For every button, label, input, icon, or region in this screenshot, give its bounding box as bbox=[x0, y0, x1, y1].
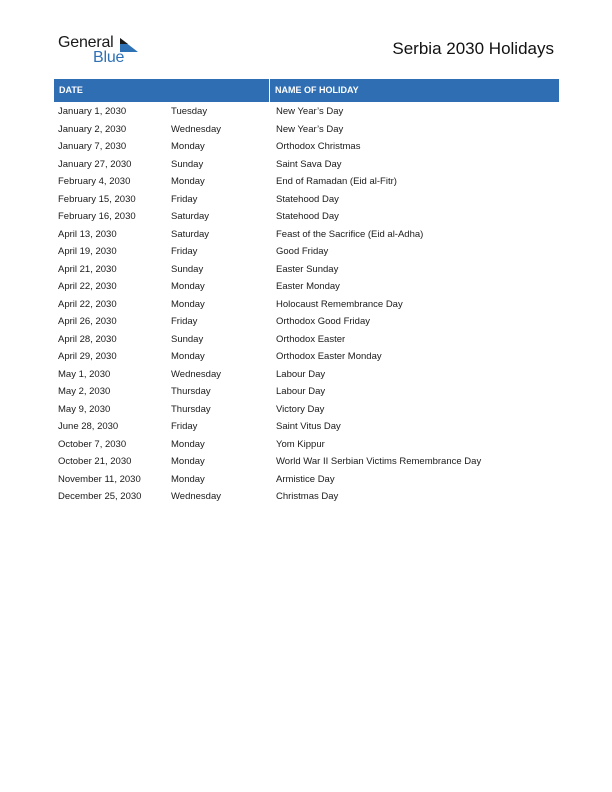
table-row bbox=[54, 348, 559, 366]
cell-holiday-name: Orthodox Easter Monday bbox=[276, 351, 382, 363]
cell-weekday: Thursday bbox=[171, 403, 211, 415]
cell-date: January 2, 2030 bbox=[58, 123, 127, 135]
table-row bbox=[54, 453, 559, 471]
cell-date: December 25, 2030 bbox=[58, 491, 142, 503]
cell-weekday: Wednesday bbox=[171, 123, 221, 135]
cell-date: October 21, 2030 bbox=[58, 456, 132, 468]
table-row bbox=[54, 366, 559, 384]
cell-date: May 9, 2030 bbox=[58, 403, 111, 415]
cell-holiday-name: Holocaust Remembrance Day bbox=[276, 298, 403, 310]
cell-holiday-name: Yom Kippur bbox=[276, 438, 325, 450]
cell-weekday: Sunday bbox=[171, 158, 204, 170]
cell-holiday-name: Labour Day bbox=[276, 368, 326, 380]
cell-date: April 13, 2030 bbox=[58, 228, 117, 240]
table-row bbox=[54, 173, 559, 191]
brand-logo bbox=[58, 34, 148, 68]
cell-date: February 4, 2030 bbox=[58, 176, 131, 188]
cell-weekday: Saturday bbox=[171, 228, 210, 240]
cell-holiday-name: Good Friday bbox=[276, 246, 329, 258]
logo-word-general: General bbox=[58, 34, 114, 51]
table-row bbox=[54, 156, 559, 174]
header-date: DATE bbox=[54, 79, 270, 102]
cell-weekday: Monday bbox=[171, 176, 205, 188]
table-row bbox=[54, 243, 559, 261]
cell-weekday: Sunday bbox=[171, 263, 204, 275]
table-header bbox=[54, 79, 559, 102]
cell-weekday: Monday bbox=[171, 473, 205, 485]
table-row bbox=[54, 418, 559, 436]
table-row bbox=[54, 121, 559, 139]
table-row bbox=[54, 103, 559, 121]
table-row bbox=[54, 436, 559, 454]
table-row bbox=[54, 331, 559, 349]
page-title: Serbia 2030 Holidays bbox=[392, 39, 554, 58]
cell-holiday-name: World War II Serbian Victims Remembrance Day bbox=[276, 456, 482, 468]
cell-holiday-name: New Year’s Day bbox=[276, 123, 344, 135]
cell-weekday: Friday bbox=[171, 421, 198, 433]
cell-date: April 26, 2030 bbox=[58, 316, 117, 328]
cell-date: January 27, 2030 bbox=[58, 158, 132, 170]
cell-date: April 28, 2030 bbox=[58, 333, 117, 345]
cell-date: October 7, 2030 bbox=[58, 438, 127, 450]
cell-holiday-name: Armistice Day bbox=[276, 473, 335, 485]
cell-weekday: Monday bbox=[171, 351, 205, 363]
cell-weekday: Thursday bbox=[171, 386, 211, 398]
cell-date: April 29, 2030 bbox=[58, 351, 117, 363]
table-row bbox=[54, 208, 559, 226]
cell-weekday: Wednesday bbox=[171, 491, 221, 503]
cell-date: February 16, 2030 bbox=[58, 211, 136, 223]
cell-date: April 21, 2030 bbox=[58, 263, 117, 275]
cell-date: May 1, 2030 bbox=[58, 368, 111, 380]
cell-date: April 22, 2030 bbox=[58, 281, 117, 293]
table-row bbox=[54, 401, 559, 419]
cell-weekday: Wednesday bbox=[171, 368, 221, 380]
table-row bbox=[54, 261, 559, 279]
table-body bbox=[54, 103, 559, 506]
cell-weekday: Saturday bbox=[171, 211, 210, 223]
cell-holiday-name: Easter Monday bbox=[276, 281, 340, 293]
cell-date: February 15, 2030 bbox=[58, 193, 136, 205]
cell-weekday: Monday bbox=[171, 141, 205, 153]
table-row bbox=[54, 296, 559, 314]
cell-holiday-name: End of Ramadan (Eid al-Fitr) bbox=[276, 176, 397, 188]
cell-holiday-name: New Year’s Day bbox=[276, 106, 344, 118]
table-row bbox=[54, 191, 559, 209]
cell-weekday: Friday bbox=[171, 246, 198, 258]
table-row bbox=[54, 488, 559, 506]
table-row bbox=[54, 471, 559, 489]
cell-date: June 28, 2030 bbox=[58, 421, 119, 433]
cell-weekday: Tuesday bbox=[171, 106, 208, 118]
cell-holiday-name: Statehood Day bbox=[276, 193, 339, 205]
cell-date: January 1, 2030 bbox=[58, 106, 127, 118]
cell-weekday: Sunday bbox=[171, 333, 204, 345]
cell-holiday-name: Orthodox Christmas bbox=[276, 141, 361, 153]
cell-date: April 22, 2030 bbox=[58, 298, 117, 310]
cell-weekday: Monday bbox=[171, 298, 205, 310]
cell-holiday-name: Saint Vitus Day bbox=[276, 421, 341, 433]
cell-holiday-name: Labour Day bbox=[276, 386, 326, 398]
cell-weekday: Monday bbox=[171, 456, 205, 468]
cell-holiday-name: Saint Sava Day bbox=[276, 158, 342, 170]
cell-weekday: Friday bbox=[171, 316, 198, 328]
cell-date: May 2, 2030 bbox=[58, 386, 111, 398]
table-row bbox=[54, 383, 559, 401]
cell-date: November 11, 2030 bbox=[58, 473, 141, 485]
cell-weekday: Monday bbox=[171, 281, 205, 293]
cell-holiday-name: Feast of the Sacrifice (Eid al-Adha) bbox=[276, 228, 424, 240]
table-row bbox=[54, 226, 559, 244]
holiday-table bbox=[54, 79, 559, 506]
table-row bbox=[54, 278, 559, 296]
cell-date: April 19, 2030 bbox=[58, 246, 117, 258]
table-row bbox=[54, 138, 559, 156]
cell-holiday-name: Easter Sunday bbox=[276, 263, 339, 275]
table-row bbox=[54, 313, 559, 331]
cell-holiday-name: Statehood Day bbox=[276, 211, 339, 223]
logo-word-blue: Blue bbox=[93, 49, 125, 66]
cell-holiday-name: Christmas Day bbox=[276, 491, 339, 503]
cell-holiday-name: Orthodox Good Friday bbox=[276, 316, 370, 328]
cell-weekday: Friday bbox=[171, 193, 198, 205]
cell-date: January 7, 2030 bbox=[58, 141, 127, 153]
header-holiday-name: NAME OF HOLIDAY bbox=[275, 85, 359, 95]
cell-holiday-name: Victory Day bbox=[276, 403, 325, 415]
cell-holiday-name: Orthodox Easter bbox=[276, 333, 346, 345]
cell-weekday: Monday bbox=[171, 438, 205, 450]
